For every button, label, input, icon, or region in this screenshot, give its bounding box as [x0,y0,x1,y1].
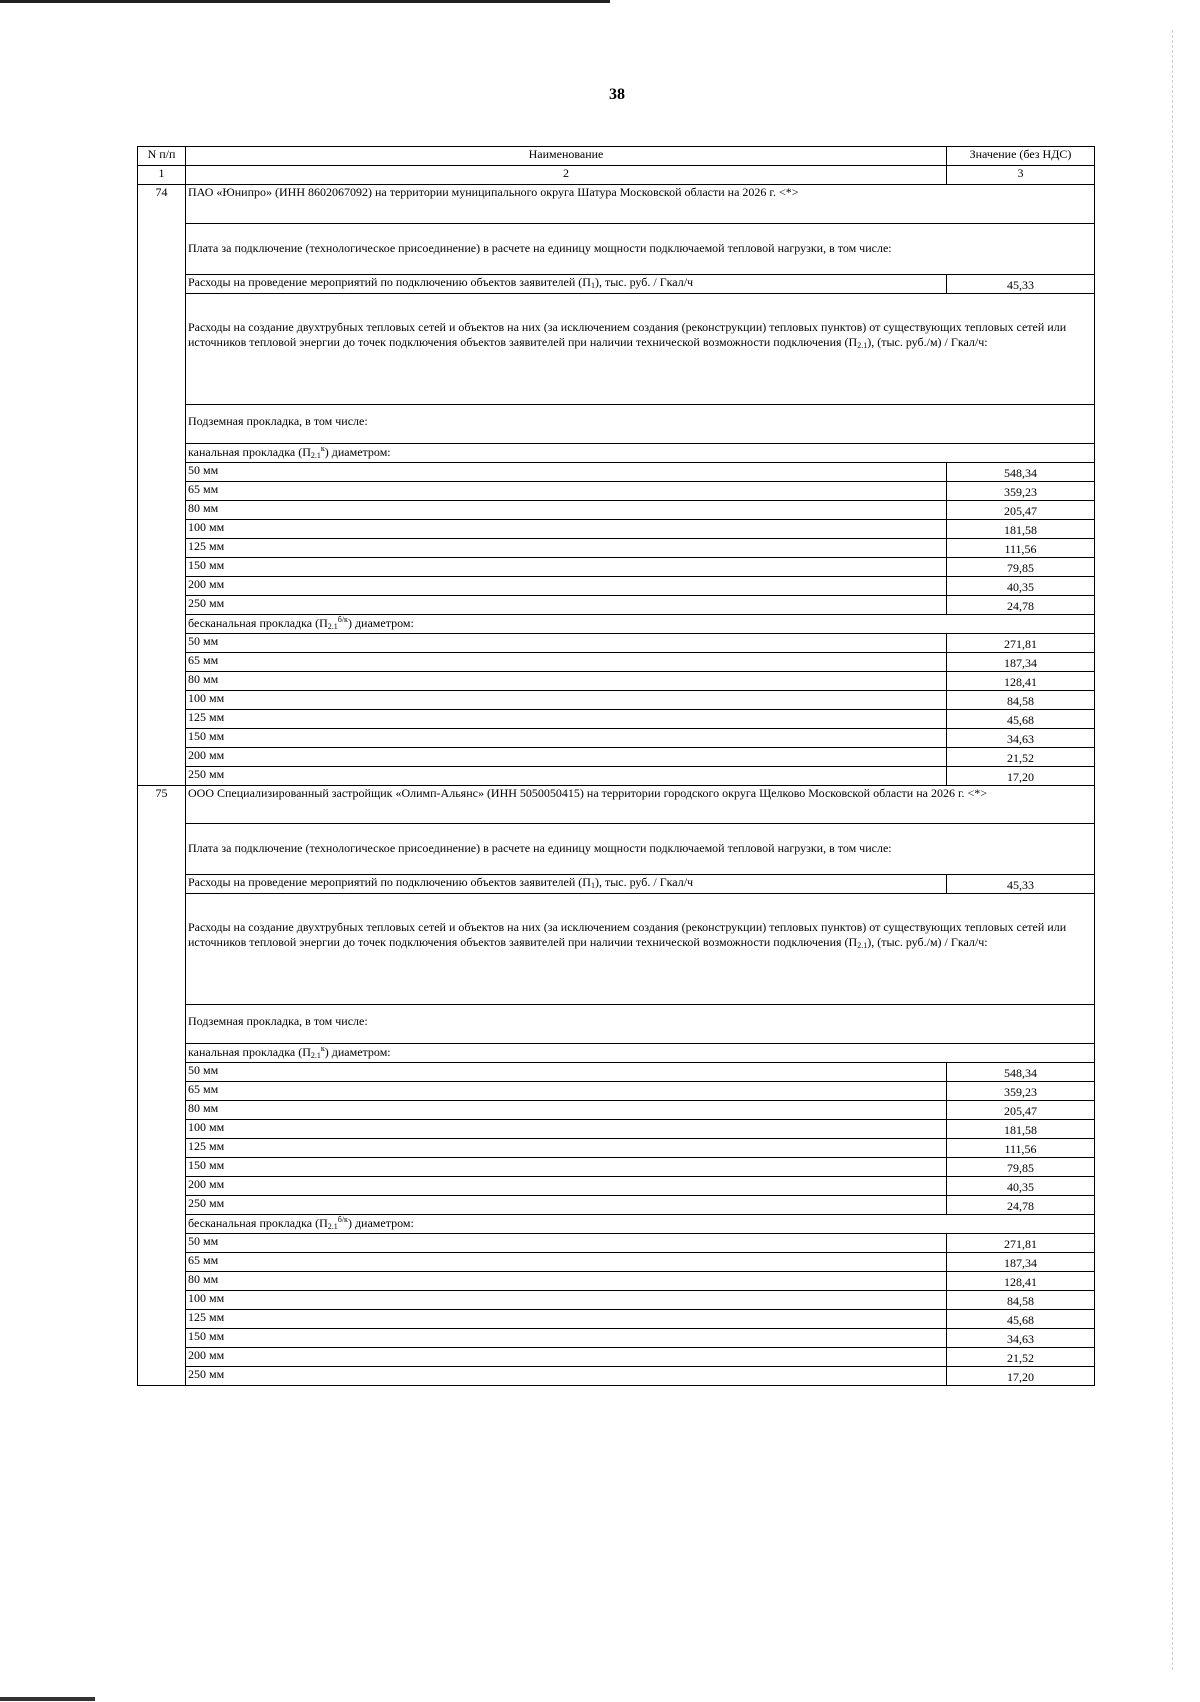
channel-diameter-row [138,501,1095,520]
diameter-label: 125 мм [186,1310,947,1329]
channel-diameter-row [138,1101,1095,1120]
channel-heading-text: канальная прокладка (П [188,1045,311,1059]
network-cost-label [186,894,1095,1005]
page-number: 38 [609,86,625,103]
tariff-table [137,146,1095,1386]
channel-diameter-row [138,1120,1095,1139]
underground-row [138,1005,1095,1044]
channel-superscript: к [320,1044,325,1053]
diameter-value: 79,85 [947,1158,1095,1177]
network-cost-row [138,294,1095,405]
diameter-label: 100 мм [186,1291,947,1310]
diameter-value: 548,34 [947,463,1095,482]
diameter-label: 80 мм [186,1101,947,1120]
channel-heading-row [138,444,1095,463]
diameter-value: 205,47 [947,501,1095,520]
nochannel-diameter-row [138,729,1095,748]
channel-diameter-row [138,596,1095,615]
nochannel-heading-suffix: ) диаметром: [347,1216,414,1230]
diameter-value: 205,47 [947,1101,1095,1120]
expense-label [186,275,947,294]
channel-superscript: к [320,444,325,453]
nochannel-heading [186,1215,1095,1234]
diameter-label: 150 мм [186,729,947,748]
payment-row [138,824,1095,875]
nochannel-diameter-row [138,1234,1095,1253]
payment-label-text: Плата за подключение (технологическое присоединение) в расчете на единицу мощности подключаемой тепловой нагрузки, в том числе: [188,241,892,255]
network-cost-label [186,294,1095,405]
diameter-value: 128,41 [947,672,1095,691]
diameter-value: 111,56 [947,539,1095,558]
channel-diameter-row [138,1063,1095,1082]
scan-bottom-rule [0,1697,95,1701]
diameter-label: 100 мм [186,520,947,539]
nochannel-diameter-row [138,691,1095,710]
scan-top-rule [0,0,610,3]
diameter-value: 271,81 [947,634,1095,653]
diameter-value: 181,58 [947,520,1095,539]
expense-label [186,875,947,894]
channel-diameter-row [138,520,1095,539]
expense-value: 45,33 [947,275,1095,294]
diameter-value: 34,63 [947,729,1095,748]
entry-number: 74 [138,185,186,786]
expense-subscript: 1 [590,881,595,890]
nochannel-diameter-row [138,1272,1095,1291]
scan-margin-line [1172,30,1173,1670]
diameter-value: 271,81 [947,1234,1095,1253]
header-name: Наименование [186,147,947,166]
diameter-value: 17,20 [947,767,1095,786]
payment-label [186,224,1095,275]
network-cost-subscript: 2.1 [857,341,868,350]
diameter-value: 24,78 [947,1196,1095,1215]
diameter-label: 65 мм [186,482,947,501]
diameter-label: 200 мм [186,748,947,767]
channel-diameter-row [138,539,1095,558]
channel-diameter-row [138,482,1095,501]
network-cost-suffix: ), (тыс. руб./м) / Гкал/ч: [867,335,988,349]
diameter-label: 150 мм [186,558,947,577]
header-value: Значение (без НДС) [947,147,1095,166]
payment-label-text: Плата за подключение (технологическое присоединение) в расчете на единицу мощности подключаемой тепловой нагрузки, в том числе: [188,841,892,855]
expense-subscript: 1 [590,281,595,290]
nochannel-diameter-row [138,672,1095,691]
channel-diameter-row [138,1139,1095,1158]
diameter-label: 65 мм [186,1082,947,1101]
expense-value: 45,33 [947,875,1095,894]
diameter-label: 80 мм [186,672,947,691]
diameter-value: 21,52 [947,748,1095,767]
nochannel-diameter-row [138,1253,1095,1272]
entry-number: 75 [138,786,186,1386]
diameter-label: 125 мм [186,539,947,558]
entry-title-row [138,185,1095,224]
nochannel-diameter-row [138,1291,1095,1310]
nochannel-heading-suffix: ) диаметром: [347,616,414,630]
nochannel-superscript: б/к [337,615,348,624]
nochannel-diameter-row [138,748,1095,767]
expense-label-suffix: ), тыс. руб. / Гкал/ч [594,275,694,289]
nochannel-diameter-row [138,710,1095,729]
payment-label [186,824,1095,875]
underground-text: Подземная прокладка, в том числе: [188,414,368,428]
channel-heading [186,1044,1095,1063]
channel-diameter-row [138,558,1095,577]
nochannel-superscript: б/к [337,1215,348,1224]
diameter-label: 100 мм [186,1120,947,1139]
channel-heading [186,444,1095,463]
channel-heading-suffix: ) диаметром: [324,445,391,459]
network-cost-subscript: 2.1 [857,941,868,950]
diameter-label: 150 мм [186,1158,947,1177]
channel-subscript: 2.1 [310,1051,321,1060]
diameter-value: 128,41 [947,1272,1095,1291]
diameter-value: 24,78 [947,596,1095,615]
diameter-value: 40,35 [947,1177,1095,1196]
entry-title-row [138,786,1095,824]
nochannel-diameter-row [138,653,1095,672]
expense-label-text: Расходы на проведение мероприятий по подключению объектов заявителей (П [188,275,591,289]
channel-diameter-row [138,1196,1095,1215]
channel-heading-text: канальная прокладка (П [188,445,311,459]
channel-diameter-row [138,1082,1095,1101]
underground-row [138,405,1095,444]
channel-heading-suffix: ) диаметром: [324,1045,391,1059]
diameter-label: 125 мм [186,710,947,729]
diameter-value: 21,52 [947,1348,1095,1367]
channel-subscript: 2.1 [310,451,321,460]
nochannel-heading [186,615,1095,634]
payment-row [138,224,1095,275]
diameter-value: 181,58 [947,1120,1095,1139]
nochannel-diameter-row [138,1310,1095,1329]
diameter-value: 45,68 [947,1310,1095,1329]
diameter-value: 359,23 [947,482,1095,501]
diameter-label: 80 мм [186,501,947,520]
entry-title: ООО Специализированный застройщик «Олимп-Альянс» (ИНН 5050050415) на территории городского округа Щелково Московской области на 2026 г. <*> [186,786,1095,824]
diameter-value: 359,23 [947,1082,1095,1101]
nochannel-heading-text: бесканальная прокладка (П [188,616,328,630]
channel-diameter-row [138,463,1095,482]
channel-diameter-row [138,1158,1095,1177]
diameter-label: 200 мм [186,577,947,596]
nochannel-diameter-row [138,1329,1095,1348]
column-number-1: 1 [138,166,186,185]
diameter-value: 40,35 [947,577,1095,596]
diameter-label: 50 мм [186,1234,947,1253]
diameter-value: 187,34 [947,1253,1095,1272]
diameter-value: 17,20 [947,1367,1095,1386]
diameter-label: 80 мм [186,1272,947,1291]
nochannel-diameter-row [138,1367,1095,1386]
diameter-label: 65 мм [186,653,947,672]
network-cost-text: Расходы на создание двухтрубных тепловых сетей и объектов на них (за исключением создания (реконструкции) тепловых пунктов) от существующих тепловых сетей или источников тепловой энергии до точек подключения объектов заявителей при наличии технической возможности подключения (П [188,320,1067,349]
entry-title: ПАО «Юнипро» (ИНН 8602067092) на территории муниципального округа Шатура Московской области на 2026 г. <*> [186,185,1095,224]
network-cost-text: Расходы на создание двухтрубных тепловых сетей и объектов на них (за исключением создания (реконструкции) тепловых пунктов) от существующих тепловых сетей или источников тепловой энергии до точек подключения объектов заявителей при наличии технической возможности подключения (П [188,920,1067,949]
header-num: N п/п [138,147,186,166]
nochannel-heading-row [138,1215,1095,1234]
network-cost-row [138,894,1095,1005]
diameter-label: 125 мм [186,1139,947,1158]
diameter-label: 200 мм [186,1348,947,1367]
expense-label-text: Расходы на проведение мероприятий по подключению объектов заявителей (П [188,875,591,889]
nochannel-heading-row [138,615,1095,634]
diameter-label: 250 мм [186,1367,947,1386]
channel-heading-row [138,1044,1095,1063]
expense-row [138,275,1095,294]
expense-label-suffix: ), тыс. руб. / Гкал/ч [594,875,694,889]
expense-row [138,875,1095,894]
diameter-label: 65 мм [186,1253,947,1272]
diameter-value: 111,56 [947,1139,1095,1158]
nochannel-subscript: 2.1 [327,622,338,631]
diameter-value: 187,34 [947,653,1095,672]
underground-text: Подземная прокладка, в том числе: [188,1014,368,1028]
diameter-label: 200 мм [186,1177,947,1196]
diameter-value: 84,58 [947,691,1095,710]
nochannel-diameter-row [138,1348,1095,1367]
diameter-label: 150 мм [186,1329,947,1348]
diameter-label: 50 мм [186,1063,947,1082]
diameter-value: 34,63 [947,1329,1095,1348]
diameter-value: 79,85 [947,558,1095,577]
diameter-label: 50 мм [186,463,947,482]
diameter-value: 45,68 [947,710,1095,729]
nochannel-heading-text: бесканальная прокладка (П [188,1216,328,1230]
nochannel-diameter-row [138,634,1095,653]
underground-label [186,405,1095,444]
nochannel-diameter-row [138,767,1095,786]
underground-label [186,1005,1095,1044]
column-number-3: 3 [947,166,1095,185]
diameter-label: 250 мм [186,767,947,786]
diameter-label: 50 мм [186,634,947,653]
network-cost-suffix: ), (тыс. руб./м) / Гкал/ч: [867,935,988,949]
nochannel-subscript: 2.1 [327,1222,338,1231]
column-number-2: 2 [186,166,947,185]
diameter-label: 100 мм [186,691,947,710]
header-row [138,147,1095,166]
diameter-label: 250 мм [186,596,947,615]
diameter-value: 84,58 [947,1291,1095,1310]
column-number-row [138,166,1095,185]
diameter-label: 250 мм [186,1196,947,1215]
channel-diameter-row [138,577,1095,596]
channel-diameter-row [138,1177,1095,1196]
diameter-value: 548,34 [947,1063,1095,1082]
